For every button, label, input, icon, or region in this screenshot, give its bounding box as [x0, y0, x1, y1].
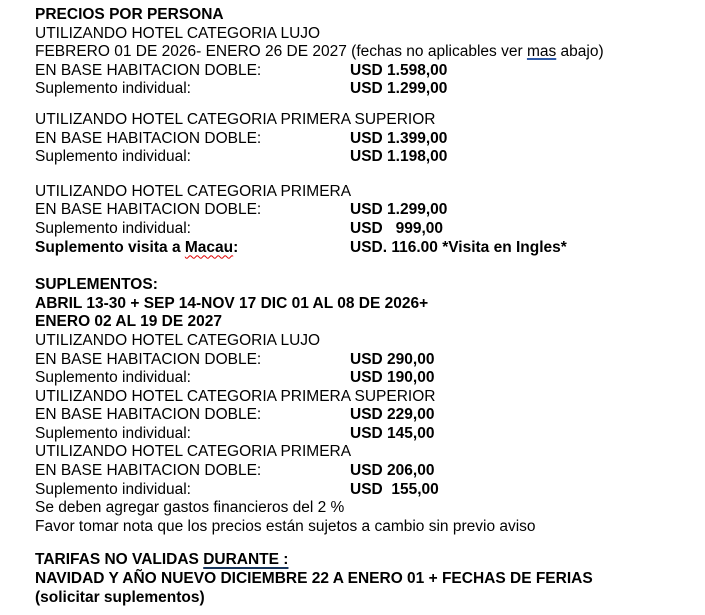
dates-text-before: FEBRERO 01 DE 2026- ENERO 26 DE 2027 (fechas no aplicables ver: [35, 43, 527, 61]
tarifas-text-before: TARIFAS NO VALIDAS: [35, 551, 204, 569]
macau-label-after: :: [233, 238, 239, 256]
suplementos-dates-line-1: ABRIL 13-30 + SEP 14-NOV 17 DIC 01 AL 08 DE 2026+: [35, 294, 429, 312]
price-row: [35, 148, 695, 167]
price-row: [35, 369, 695, 388]
price-row: [35, 481, 695, 500]
price-row: [35, 201, 695, 220]
section-heading-lujo: UTILIZANDO HOTEL CATEGORIA LUJO: [35, 24, 321, 42]
price-row: [35, 351, 695, 370]
group-heading-primera: UTILIZANDO HOTEL CATEGORIA PRIMERA: [35, 443, 352, 461]
price-row: [35, 462, 695, 481]
tarifas-heading: [35, 551, 695, 570]
price-row: [35, 130, 695, 149]
price-value: USD 206,00: [350, 462, 435, 480]
section-heading-primera: UTILIZANDO HOTEL CATEGORIA PRIMERA: [35, 182, 352, 200]
price-row: [35, 62, 695, 81]
price-row: [35, 425, 695, 444]
financial-charges-note: Se deben agregar gastos financieros del 2 %: [35, 499, 345, 517]
price-label: EN BASE HABITACION DOBLE:: [35, 61, 262, 79]
underlined-word-mas: mas: [526, 43, 557, 61]
section-gap: [35, 536, 695, 551]
section-gap: [35, 99, 695, 111]
price-label: Suplemento individual:: [35, 480, 191, 498]
price-label: Suplemento individual:: [35, 219, 191, 237]
price-value: USD 1.198,00: [350, 148, 448, 166]
price-value: USD. 116.00 *Visita en Ingles*: [350, 238, 567, 256]
section-gap: [35, 167, 695, 183]
price-label: EN BASE HABITACION DOBLE:: [35, 462, 262, 480]
suplementos-heading: SUPLEMENTOS:: [35, 276, 158, 294]
price-label: EN BASE HABITACION DOBLE:: [35, 129, 262, 147]
doc-title: PRECIOS POR PERSONA: [35, 6, 224, 23]
price-value: USD 1.299,00: [350, 201, 448, 219]
tarifas-request-supplements-line: (solicitar suplementos): [35, 588, 205, 606]
suplementos-dates-line-2: ENERO 02 AL 19 DE 2027: [35, 313, 222, 331]
group-heading-primera-superior: UTILIZANDO HOTEL CATEGORIA PRIMERA SUPERIOR: [35, 387, 436, 405]
dates-text-after: abajo): [556, 43, 604, 61]
price-value: USD 145,00: [350, 424, 435, 442]
price-label: Suplemento individual:: [35, 369, 191, 387]
price-value: USD 1.299,00: [350, 80, 448, 98]
price-label: Suplemento individual:: [35, 148, 191, 166]
price-value: USD 1.399,00: [350, 129, 448, 147]
macau-supplement-row: [35, 239, 695, 258]
section-heading-primera-superior: UTILIZANDO HOTEL CATEGORIA PRIMERA SUPERIOR: [35, 110, 436, 128]
spellcheck-word-macau: Macau: [184, 238, 234, 256]
price-label: EN BASE HABITACION DOBLE:: [35, 350, 262, 368]
price-value: USD 155,00: [350, 480, 439, 498]
price-row: [35, 406, 695, 425]
price-value: USD 190,00: [350, 369, 435, 387]
macau-label-before: Suplemento visita a: [35, 238, 185, 256]
price-value: USD 999,00: [350, 219, 444, 237]
price-label: Suplemento individual:: [35, 424, 191, 442]
group-heading-lujo: UTILIZANDO HOTEL CATEGORIA LUJO: [35, 331, 321, 349]
underlined-word-durante: DURANTE :: [203, 551, 289, 569]
price-value: USD 1.598,00: [350, 61, 448, 79]
tarifas-dates-line: NAVIDAD Y AÑO NUEVO DICIEMBRE 22 A ENERO 01 + FECHAS DE FERIAS: [35, 570, 593, 588]
validity-dates-line: [35, 43, 695, 62]
price-label: EN BASE HABITACION DOBLE:: [35, 406, 262, 424]
price-label: Suplemento individual:: [35, 80, 191, 98]
price-row: [35, 80, 695, 99]
section-gap: [35, 257, 695, 276]
price-row: [35, 220, 695, 239]
prices-subject-to-change-note: Favor tomar nota que los precios están sujetos a cambio sin previo aviso: [35, 517, 536, 535]
price-value: USD 290,00: [350, 350, 435, 368]
price-value: USD 229,00: [350, 406, 435, 424]
price-label: EN BASE HABITACION DOBLE:: [35, 201, 262, 219]
